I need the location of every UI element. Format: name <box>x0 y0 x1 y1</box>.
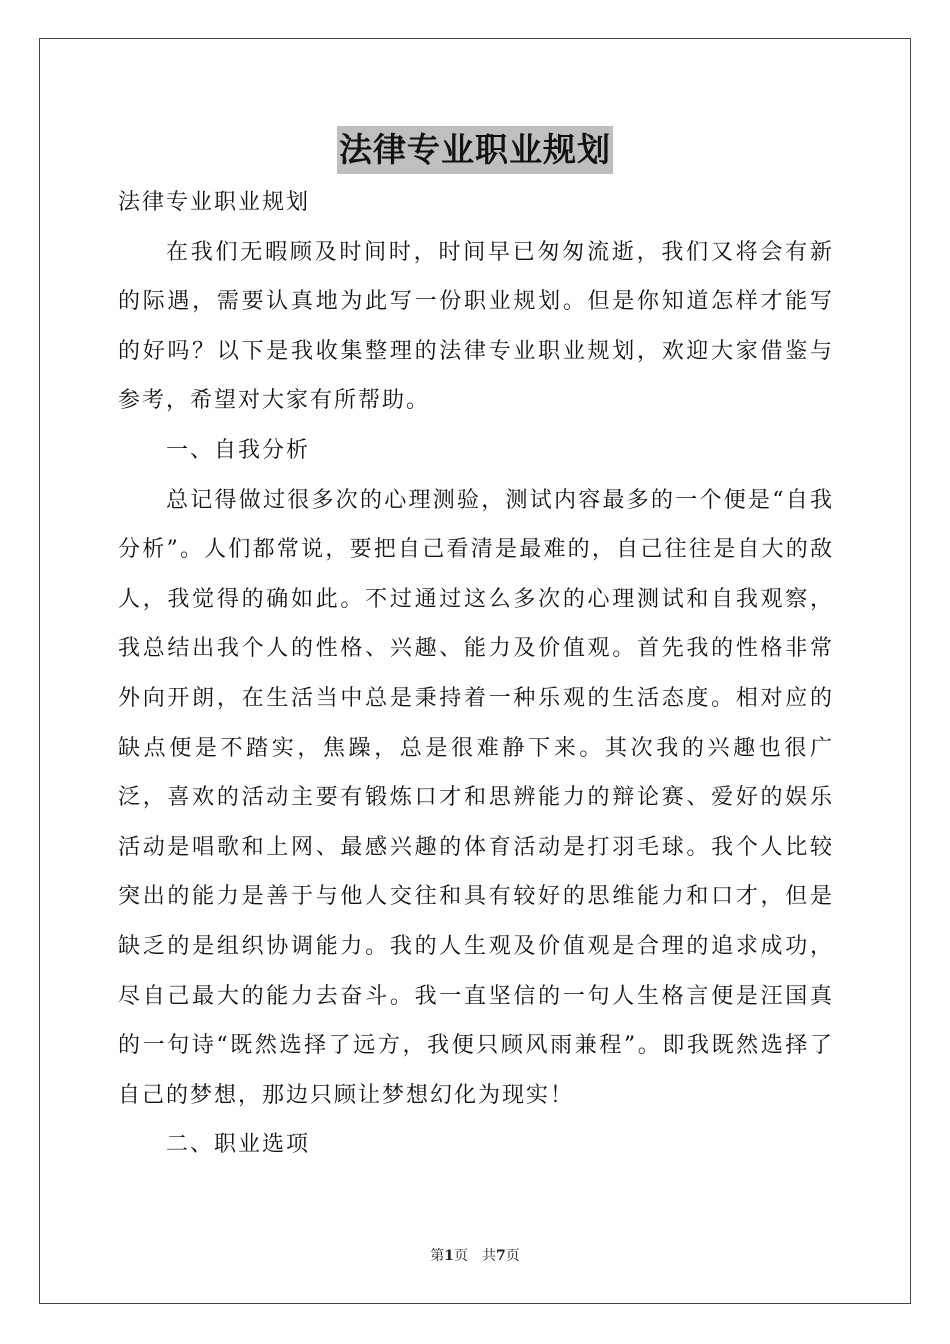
intro-paragraph: 在我们无暇顾及时间时，时间早已匆匆流逝，我们又将会有新的际遇，需要认真地为此写一份职业规划。但是你知道怎样才能写的好吗？以下是我收集整理的法律专业职业规划，欢迎大家借鉴与参考，希望对大家有所帮助。 <box>118 239 834 414</box>
footer-page-prefix: 第 <box>430 1248 445 1264</box>
footer-total-prefix: 共 <box>482 1248 496 1264</box>
document-body <box>118 178 834 1170</box>
self-analysis-paragraph: 总记得做过很多次的心理测验，测试内容最多的一个便是“自我分析”。人们都常说，要把自己看清是最难的，自己往往是自大的敌人，我觉得的确如此。不过通过这么多次的心理测试和自我观察，我总结出我个人的性格、兴趣、能力及价值观。首先我的性格非常外向开朗，在生活当中总是秉持着一种乐观的生活态度。相对应的缺点便是不踏实，焦躁，总是很难静下来。其次我的兴趣也很广泛，喜欢的活动主要有锻炼口才和思辨能力的辩论赛、爱好的娱乐活动是唱歌和上网、最感兴趣的体育活动是打羽毛球。我个人比较突出的能力是善于与他人交往和具有较好的思维能力和口才，但是缺乏的是组织协调能力。我的人生观及价值观是合理的追求成功，尽自己最大的能力去奋斗。我一直坚信的一句人生格言便是汪国真的一句诗“既然选择了远方，我便只顾风雨兼程”。即我既然选择了自己的梦想，那边只顾让梦想幻化为现实！ <box>118 487 834 1108</box>
footer-page-number: 1 <box>444 1248 454 1264</box>
document-title <box>0 126 950 174</box>
footer-total-pages: 7 <box>496 1248 506 1264</box>
page-footer <box>0 1246 950 1266</box>
footer-total-unit: 页 <box>505 1248 520 1264</box>
document-subtitle: 法律专业职业规划 <box>118 190 311 215</box>
document-title-text: 法律专业职业规划 <box>337 126 613 174</box>
section-heading-career-options: 二、职业选项 <box>166 1132 311 1158</box>
section-heading-self-analysis: 一、自我分析 <box>166 437 311 463</box>
footer-page-unit: 页 <box>454 1248 468 1264</box>
